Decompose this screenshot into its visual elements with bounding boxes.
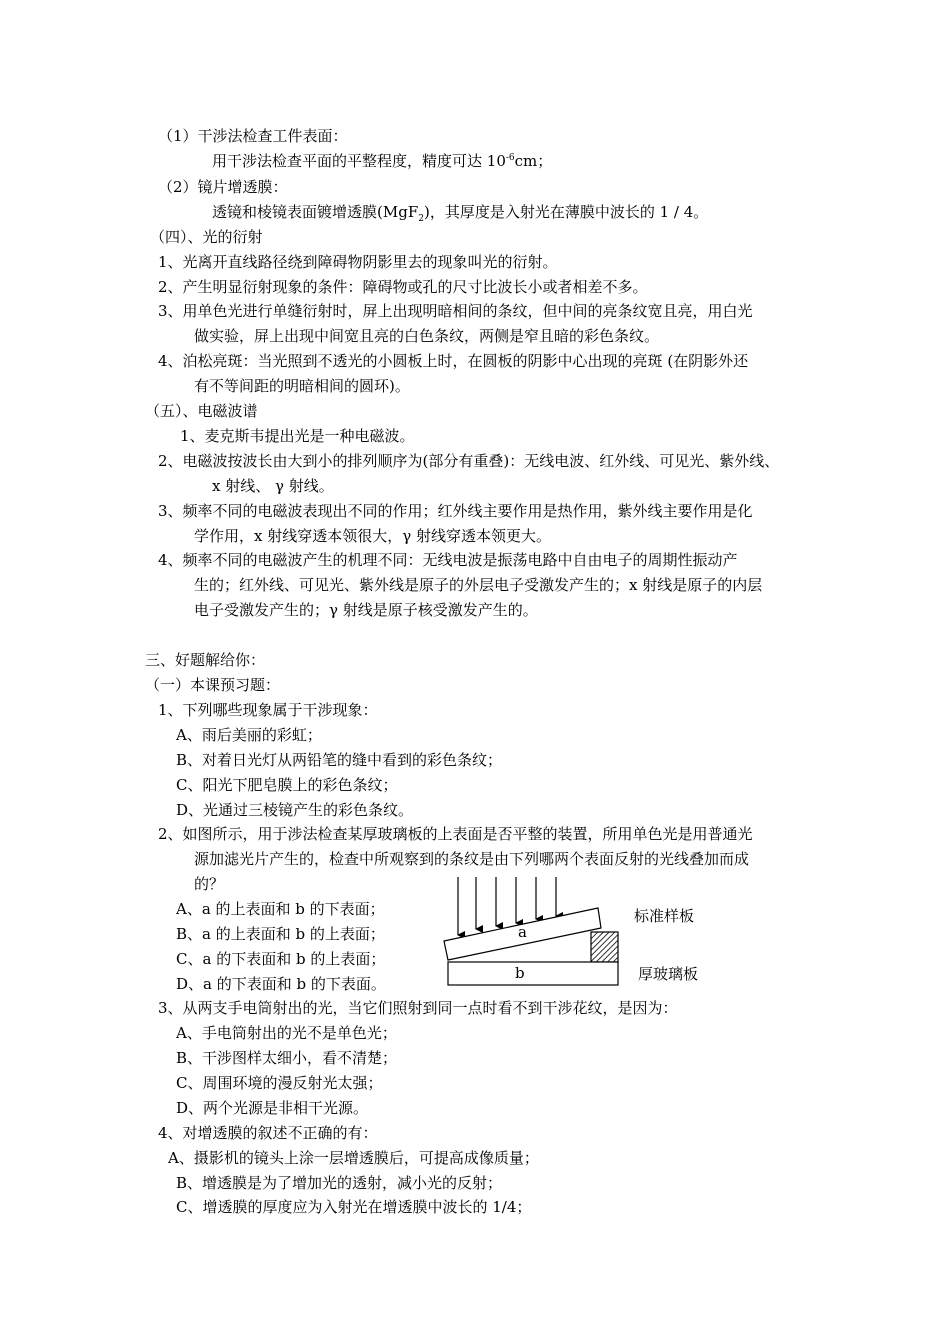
- text-line: 3、从两支手电筒射出的光，当它们照射到同一点时看不到干涉花纹，是因为：: [158, 999, 678, 1017]
- glass-plate-b: [448, 962, 618, 985]
- text-line: 2、产生明显衍射现象的条件：障碍物或孔的尺寸比波长小或者相差不多。: [158, 278, 648, 296]
- text-line: 1、麦克斯韦提出光是一种电磁波。: [180, 427, 415, 445]
- text-line: 3、用单色光进行单缝衍射时，屏上出现明暗相间的条纹，但中间的亮条纹宽且亮，用白光: [158, 302, 753, 320]
- text-line: 4、泊松亮斑：当光照到不透光的小圆板上时，在圆板的阴影中心出现的亮斑 (在阴影外还: [158, 352, 749, 370]
- label-thick-glass: 厚玻璃板: [638, 965, 699, 983]
- text-line: D、光通过三棱镜产生的彩色条纹。: [176, 801, 414, 819]
- text-line: （2）镜片增透膜：: [158, 178, 288, 196]
- text-line: A、a 的上表面和 b 的下表面；: [176, 900, 385, 918]
- text-line: 三、好题解给你：: [145, 651, 266, 669]
- text-line: （五）、电磁波谱: [145, 402, 258, 420]
- text-line: C、增透膜的厚度应为入射光在增透膜中波长的 1/4；: [176, 1198, 532, 1216]
- text-line: 用干涉法检查平面的平整程度，精度可达 $10^{-6}cm$；: [212, 152, 553, 170]
- label-standard-plate: 标准样板: [634, 907, 695, 925]
- text-line: 的？: [194, 875, 225, 893]
- text-line: 电子受激发产生的；γ 射线是原子核受激发产生的。: [194, 601, 538, 619]
- text-line: B、对着日光灯从两铅笔的缝中看到的彩色条纹；: [176, 751, 503, 769]
- text-line: B、增透膜是为了增加光的透射，减小光的反射；: [176, 1174, 503, 1192]
- text-line: 学作用，x 射线穿透本领很大，γ 射线穿透本领更大。: [194, 527, 551, 545]
- text-line: D、两个光源是非相干光源。: [176, 1099, 369, 1117]
- text-line: 4、对增透膜的叙述不正确的有：: [158, 1124, 378, 1142]
- text-line: （一）本课预习题：: [145, 676, 281, 694]
- interference-apparatus-figure: [438, 865, 728, 995]
- text-line: 1、下列哪些现象属于干涉现象：: [158, 701, 378, 719]
- label-a: a: [518, 923, 527, 941]
- text-line: C、a 的下表面和 b 的上表面；: [176, 950, 386, 968]
- text-line: B、干涉图样太细小，看不清楚；: [176, 1049, 398, 1067]
- text-line: x 射线、 γ 射线。: [212, 477, 334, 495]
- text-line: A、雨后美丽的彩虹；: [176, 726, 322, 744]
- text-line: C、阳光下肥皂膜上的彩色条纹；: [176, 776, 398, 794]
- text-line: A、手电筒射出的光不是单色光；: [176, 1024, 397, 1042]
- label-b: b: [515, 964, 525, 982]
- text-line: 源加滤光片产生的，检查中所观察到的条纹是由下列哪两个表面反射的光线叠加而成: [194, 850, 750, 868]
- text-line: 生的；红外线、可见光、紫外线是原子的外层电子受激发产生的；x 射线是原子的内层: [194, 576, 763, 594]
- spacer-wedge: [591, 932, 618, 962]
- text-line: 做实验，屏上出现中间宽且亮的白色条纹，两侧是窄且暗的彩色条纹。: [194, 327, 660, 345]
- text-line: A、摄影机的镜头上涂一层增透膜后，可提高成像质量；: [168, 1149, 539, 1167]
- text-line: （四）、光的衍射: [150, 228, 263, 246]
- text-line: 1、光离开直线路径绕到障碍物阴影里去的现象叫光的衍射。: [158, 253, 558, 271]
- text-line: （1）干涉法检查工件表面：: [158, 127, 348, 145]
- text-line: 2、如图所示，用于涉法检查某厚玻璃板的上表面是否平整的装置，所用单色光是用普通光: [158, 825, 753, 843]
- text-line: D、a 的下表面和 b 的下表面。: [176, 975, 386, 993]
- text-line: 有不等间距的明暗相间的圆环)。: [194, 377, 410, 395]
- figure-svg: [438, 865, 728, 995]
- text-line: 4、频率不同的电磁波产生的机理不同：无线电波是振荡电路中自由电子的周期性振动产: [158, 551, 738, 569]
- text-line: B、a 的上表面和 b 的上表面；: [176, 925, 385, 943]
- text-line: 2、电磁波按波长由大到小的排列顺序为(部分有重叠)：无线电波、红外线、可见光、紫外线、: [158, 452, 780, 470]
- text-line: C、周围环境的漫反射光太强；: [176, 1074, 383, 1092]
- text-line: 透镜和棱镜表面镀增透膜(MgF$_2$)，其厚度是入射光在薄膜中波长的 1 / 4。: [212, 203, 709, 224]
- text-line: 3、频率不同的电磁波表现出不同的作用；红外线主要作用是热作用，紫外线主要作用是化: [158, 502, 753, 520]
